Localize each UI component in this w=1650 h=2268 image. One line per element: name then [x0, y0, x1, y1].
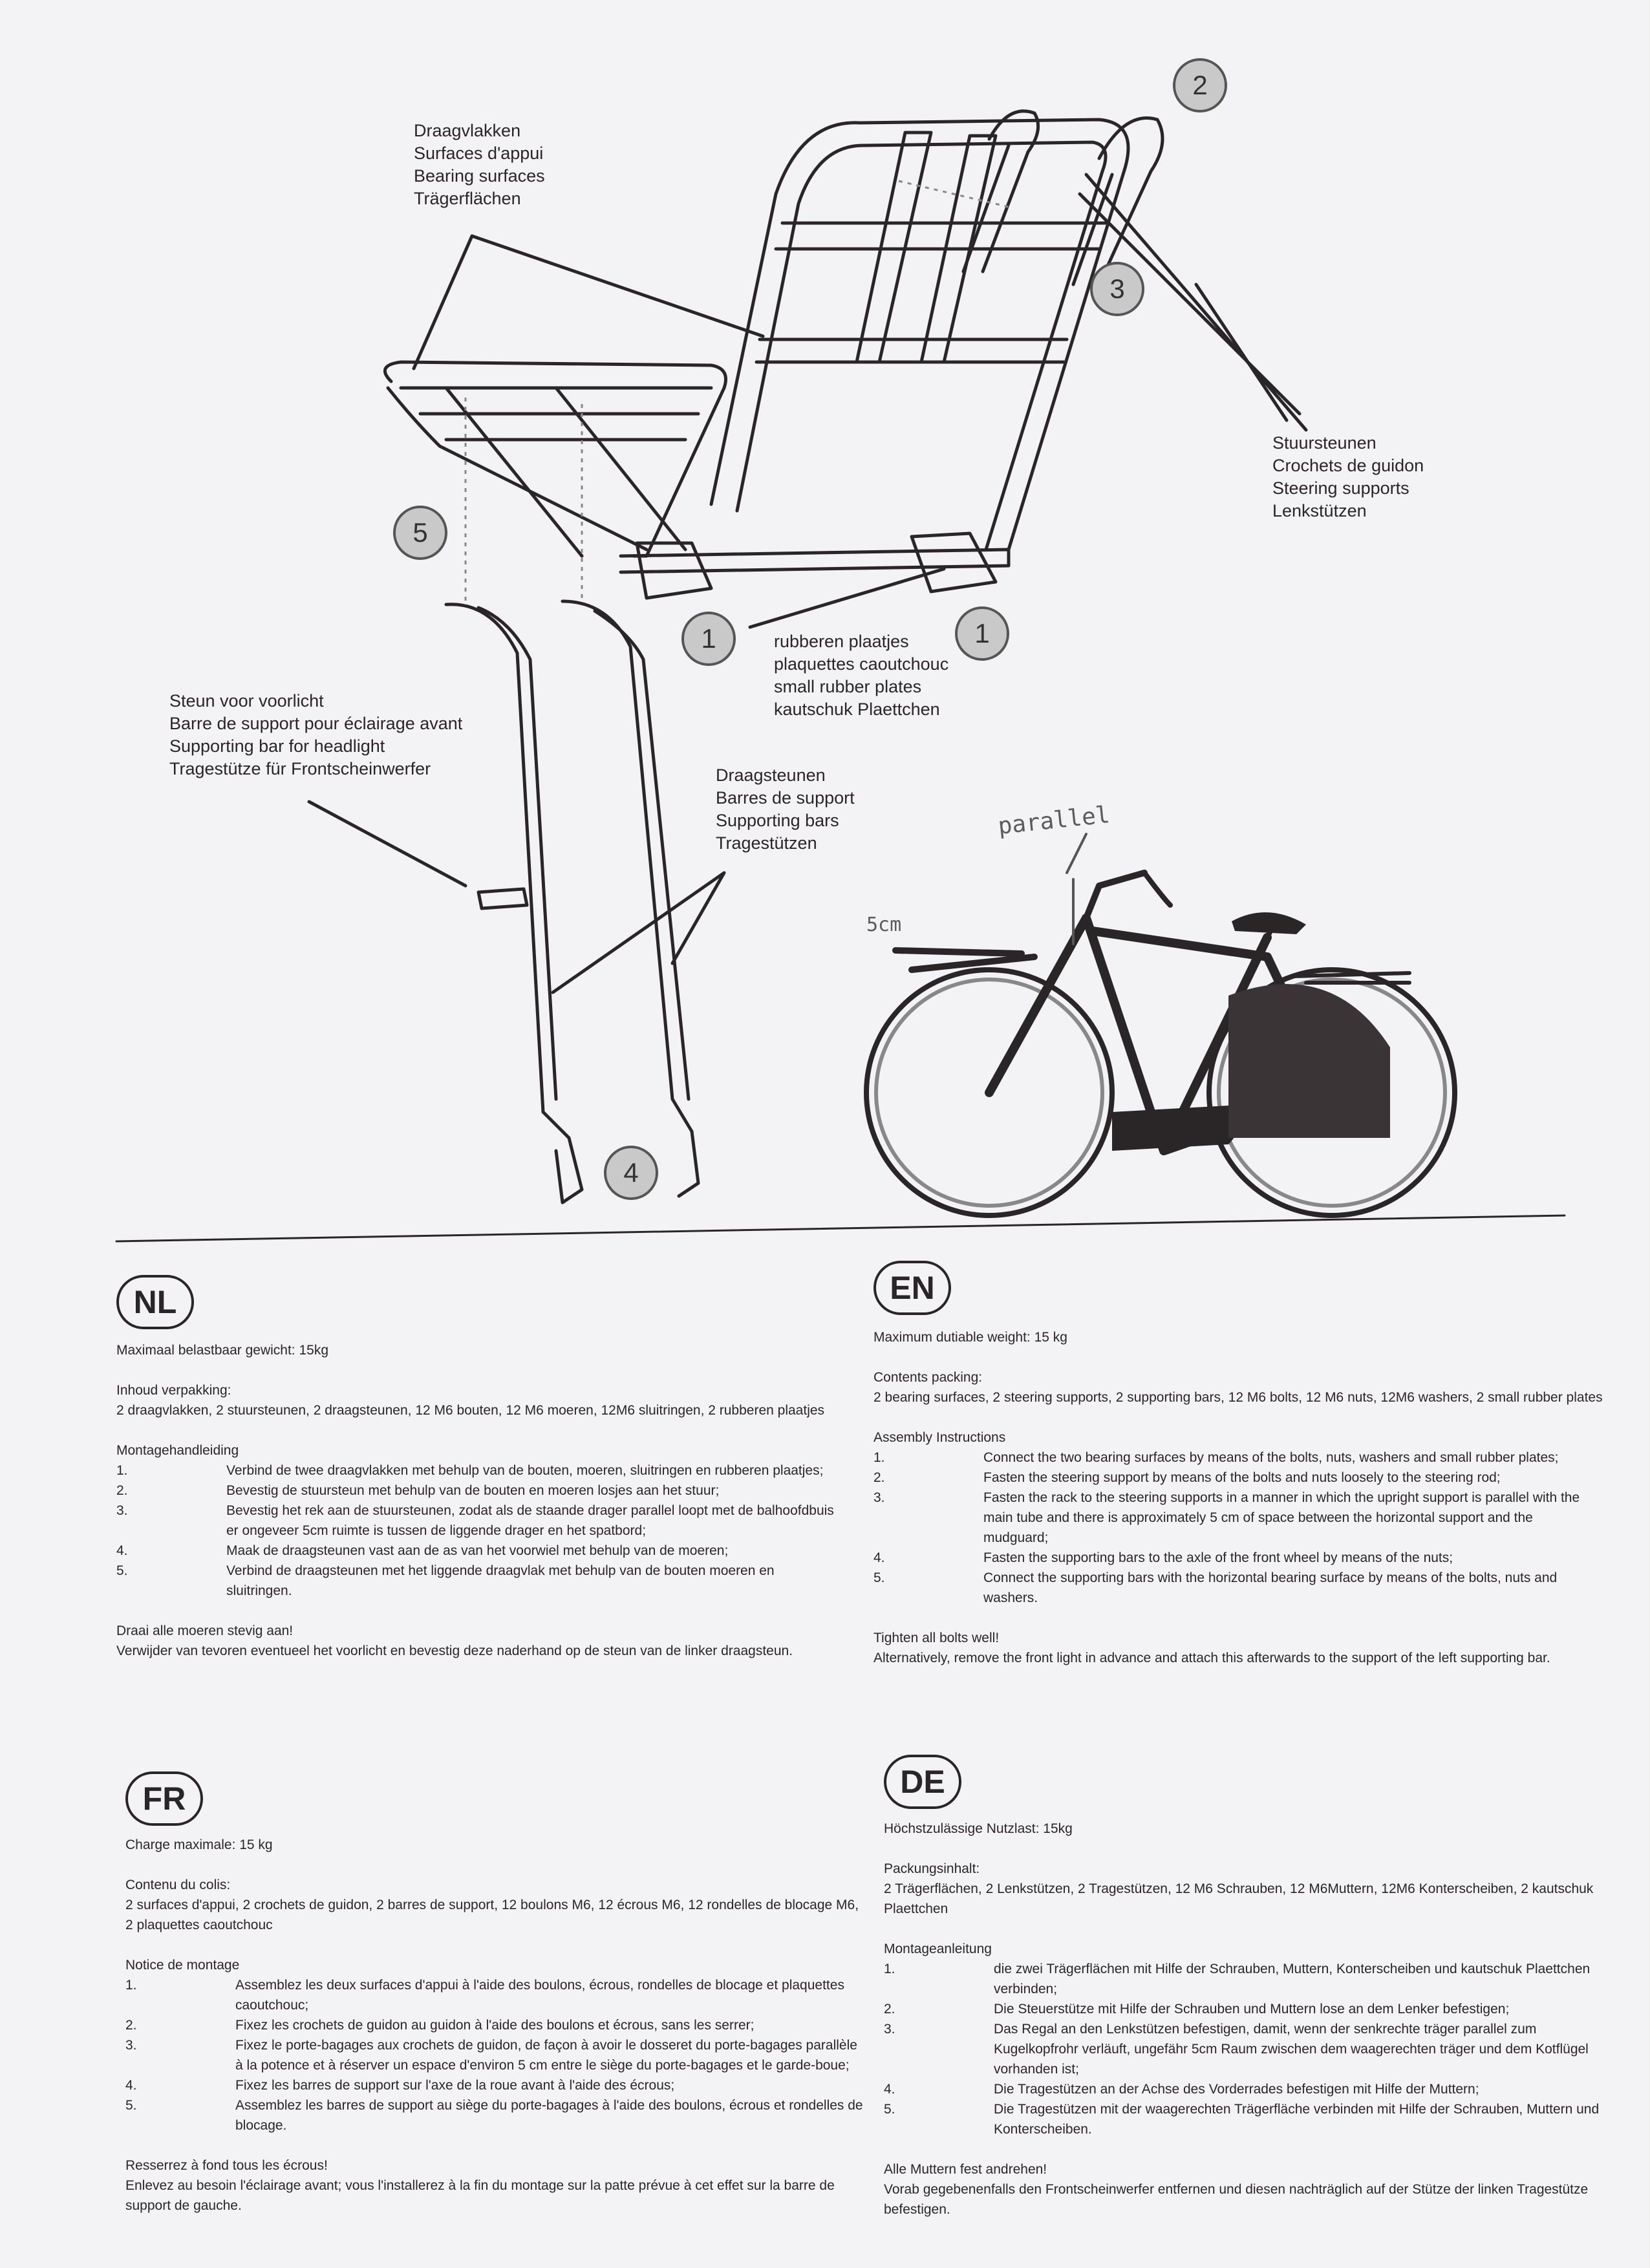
badge-nl: NL: [116, 1275, 194, 1329]
supporting-bar-right: [562, 601, 698, 1196]
callout-1-left: 1: [681, 612, 736, 666]
section-nl: [116, 1340, 834, 1661]
instructions-title: Montagehandleiding: [116, 1443, 239, 1458]
label-steering-supports: Stuursteunen Crochets de guidon Steering supports Lenkstützen: [1272, 433, 1424, 520]
supporting-bar-left: [446, 604, 582, 1203]
label-supporting-bars: Draagsteunen Barres de support Supporting bars Tragestützen: [716, 765, 855, 853]
step-3: 3. Fixez le porte-bagages aux crochets de guidon, de façon à avoir le dosseret du porte-bagages parallèle à la potence et à réserver un espace d'environ 5 cm entre le siège du porte-bagages et le garde-boue;: [125, 2038, 857, 2073]
step-4: 4. Fasten the supporting bars to the axle of the front wheel by means of the nuts;: [873, 1550, 1453, 1565]
max-weight: Maximum dutiable weight: 15 kg: [873, 1330, 1067, 1345]
footer-line: Alle Muttern fest andrehen!: [884, 2162, 1047, 2177]
leader-rubber: [750, 569, 944, 627]
footer-line: Vorab gegebenenfalls den Frontscheinwerfer entfernen und diesen nachträglich auf der Stütze der linken Tragestütze: [884, 2182, 1589, 2197]
step-3: 3. Bevestig het rek aan de stuursteunen, zodat als de staande drager parallel loopt met de balhoofdbuis er ongeveer 5cm ruimte is tussen de liggende drager en het spatbord;: [116, 1503, 834, 1538]
step-5: 5. Connect the supporting bars with the horizontal bearing surface by means of the bolts, nuts and washers.: [873, 1570, 1558, 1605]
step-5: 5. Die Tragestützen mit der waagerechten Trägerfläche verbinden mit Hilfe der Schrauben, Muttern und Konterscheiben.: [884, 2102, 1600, 2137]
step-4: 4. Maak de draagsteunen vast aan de as van het voorwiel met behulp van de moeren;: [116, 1543, 729, 1558]
step-4: 4. Die Tragestützen an der Achse des Vorderrades befestigen mit Hilfe der Muttern;: [884, 2082, 1479, 2097]
rear-fender-fill: [1228, 984, 1390, 1138]
contents-title: Contents packing:: [873, 1370, 983, 1385]
footer-line: Enlevez au besoin l'éclairage avant; vous l'installerez à la fin du montage sur la patte prévue à cet effet sur la barre de: [125, 2178, 835, 2193]
max-weight: Höchstzulässige Nutzlast: 15kg: [884, 1821, 1073, 1836]
footer-line: support de gauche.: [125, 2198, 242, 2213]
step-1: 1. Connect the two bearing surfaces by means of the bolts, nuts, washers and small rubber plates;: [873, 1450, 1559, 1465]
step-5: 5. Verbind de draagsteunen met het liggende draagvlak met behulp van de bouten moeren en sluitringen.: [116, 1563, 775, 1598]
step-5: 5. Assemblez les barres de support au siège du porte-bagages à l'aide des boulons, écrous et rondelles de blocage.: [125, 2098, 863, 2133]
badge-de: DE: [884, 1755, 961, 1809]
instructions-title: Assembly Instructions: [873, 1430, 1006, 1445]
contents-title: Packungsinhalt:: [884, 1861, 980, 1876]
badge-en: EN: [873, 1261, 951, 1315]
step-3: 3. Das Regal an den Lenkstützen befestigen, damit, wenn der senkrechte träger parallel zum Kugelkopfrohr verläuft, ungefähr 5cm Raum zwischen dem waagerechten träger und dem Kotflügel vorhanden ist;: [884, 2022, 1589, 2077]
step-1: 1. Verbind de twee draagvlakken met behulp van de bouten, moeren, sluitringen en rubberen plaatjes;: [116, 1463, 824, 1478]
callout-5: 5: [393, 506, 447, 560]
callout-1-right: 1: [955, 606, 1009, 661]
contents-title: Inhoud verpakking:: [116, 1383, 231, 1398]
section-fr: [125, 1835, 863, 2216]
instructions-title: Notice de montage: [125, 1958, 240, 1973]
label-bearing-surfaces: Draagvlakken Surfaces d'appui Bearing surfaces Trägerflächen: [414, 121, 545, 208]
contents: 2 draagvlakken, 2 stuursteunen, 2 draagsteunen, 12 M6 bouten, 12 M6 moeren, 12M6 sluitringen, 2 rubberen plaatjes: [116, 1403, 825, 1418]
instructions-title: Montageanleitung: [884, 1942, 992, 1956]
step-3: 3. Fasten the rack to the steering supports in a manner in which the upright support is parallel with the main tube and there is approximately 5 cm of space between the horizontal support and the mudguard;: [873, 1490, 1580, 1545]
footer-line: Draai alle moeren stevig aan!: [116, 1623, 294, 1638]
footer-line: Resserrez à fond tous les écrous!: [125, 2158, 328, 2173]
label-rubber-plates: rubberen plaatjes plaquettes caoutchouc small rubber plates kautschuk Plaettchen: [774, 632, 949, 719]
footer-line: Tighten all bolts well!: [873, 1631, 1000, 1645]
leader-headlight: [309, 802, 466, 886]
leader-bearing: [414, 236, 763, 369]
section-de: [884, 1819, 1599, 2220]
contents: 2 Trägerflächen, 2 Lenkstützen, 2 Tragestützen, 12 M6 Schrauben, 12 M6Muttern, 12M6 Konterscheiben, 2 kautschuk: [884, 1881, 1594, 1896]
step-2: 2. Bevestig de stuursteun met behulp van de bouten en moeren losjes aan het stuur;: [116, 1483, 720, 1498]
contents: 2 bearing surfaces, 2 steering supports, 2 supporting bars, 12 M6 bolts, 12 M6 nuts, 12M6 washers, 2 small rubber plates: [873, 1390, 1603, 1405]
contents: Plaettchen: [884, 1901, 948, 1916]
max-weight: Charge maximale: 15 kg: [125, 1837, 273, 1852]
contents: 2 surfaces d'appui, 2 crochets de guidon, 2 barres de support, 12 boulons M6, 12 écrous M6, 12 rondelles de blocage M6,: [125, 1898, 859, 1912]
divider-line: [116, 1215, 1565, 1241]
step-2: 2. Fasten the steering support by means of the bolts and nuts loosely to the steering rod;: [873, 1470, 1501, 1485]
section-en: [873, 1327, 1603, 1668]
parallel-annotation: parallel: [996, 802, 1111, 840]
callout-2: 2: [1173, 58, 1227, 112]
step-4: 4. Fixez les barres de support sur l'axe de la roue avant à l'aide des écrous;: [125, 2078, 675, 2093]
step-2: 2. Die Steuerstütze mit Hilfe der Schrauben und Muttern lose an dem Lenker befestigen;: [884, 2002, 1510, 2017]
saddle: [1232, 912, 1306, 934]
contents: 2 plaquettes caoutchouc: [125, 1918, 273, 1932]
max-weight: Maximaal belastbaar gewicht: 15kg: [116, 1343, 329, 1358]
callout-3: 3: [1090, 262, 1144, 316]
step-2: 2. Fixez les crochets de guidon au guidon à l'aide des boulons et écrous, sans les serrer;: [125, 2018, 755, 2033]
contents-title: Contenu du colis:: [125, 1878, 231, 1892]
label-headlight-bar: Steun voor voorlicht Barre de support pour éclairage avant Supporting bar for headlight Tragestütze für Frontscheinwerfer: [169, 691, 463, 778]
callout-4: 4: [604, 1146, 658, 1200]
spacing-annotation: 5cm: [866, 914, 902, 936]
chain-guard: [1112, 1106, 1238, 1151]
step-1: 1. Assemblez les deux surfaces d'appui à l'aide des boulons, écrous, rondelles de blocage et plaquettes caoutchouc;: [125, 1978, 844, 2013]
footer-line: befestigen.: [884, 2202, 950, 2217]
footer-line: Verwijder van tevoren eventueel het voorlicht en bevestig deze naderhand op de steun van de linker draagsteun.: [116, 1643, 793, 1658]
footer-line: Alternatively, remove the front light in advance and attach this afterwards to the support of the left supporting bar.: [873, 1651, 1550, 1665]
headlight-bar: [478, 889, 527, 908]
leader-support: [553, 873, 724, 992]
foot-bracket: [912, 533, 996, 592]
step-1: 1. die zwei Trägerflächen mit Hilfe der Schrauben, Muttern, Konterscheiben und kautschuk Plaettchen verbinden;: [884, 1962, 1591, 1996]
badge-fr: FR: [125, 1771, 203, 1826]
